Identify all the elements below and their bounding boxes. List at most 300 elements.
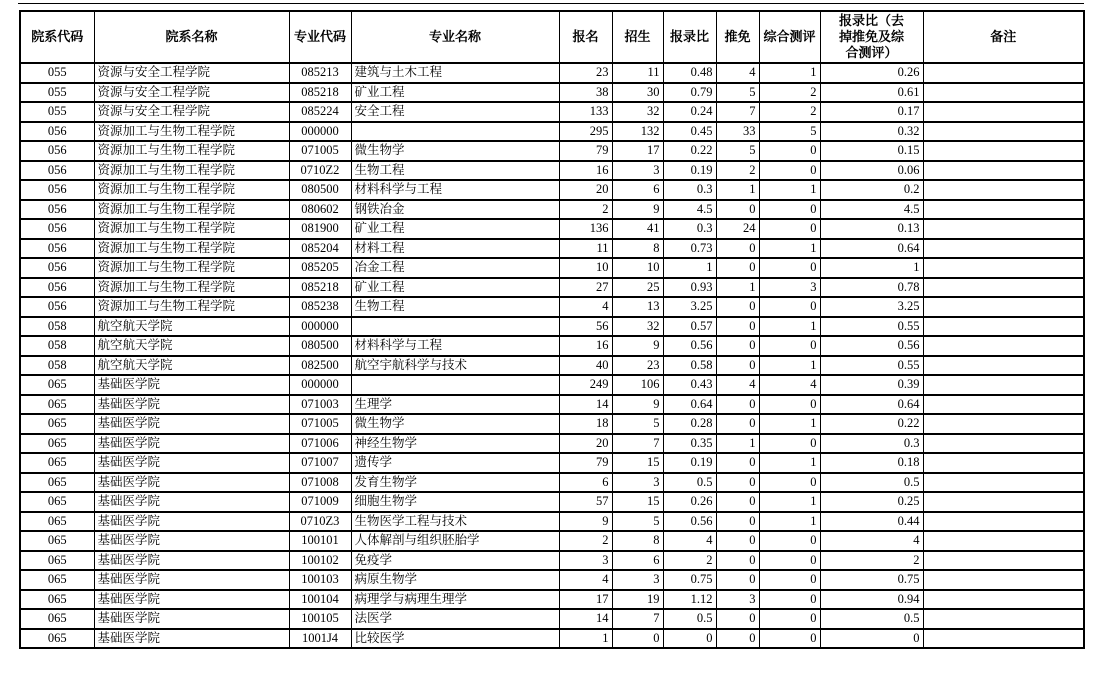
comprehensive-assessment-cell: 0 — [759, 551, 820, 571]
table-row — [20, 102, 1084, 122]
admit-ratio-cell: 0.3 — [663, 219, 716, 239]
adjusted-admit-ratio-cell: 0.32 — [820, 122, 923, 142]
major-name-cell: 微生物学 — [351, 141, 559, 161]
major-code-cell: 071009 — [289, 492, 351, 512]
major-name-cell: 材料工程 — [351, 239, 559, 259]
admit-ratio-cell: 0.22 — [663, 141, 716, 161]
applied-count-cell: 79 — [559, 453, 612, 473]
remark-cell — [923, 200, 1084, 220]
dept-name-cell: 资源加工与生物工程学院 — [94, 239, 289, 259]
remark-cell — [923, 161, 1084, 181]
dept-code-cell: 065 — [20, 512, 94, 532]
major-name-cell — [351, 317, 559, 337]
admit-ratio-cell: 3.25 — [663, 297, 716, 317]
applied-count-cell: 20 — [559, 434, 612, 454]
major-code-cell: 080500 — [289, 336, 351, 356]
dept-code-cell: 055 — [20, 63, 94, 83]
applied-count-cell: 1 — [559, 629, 612, 649]
table-row — [20, 180, 1084, 200]
dept-name-cell: 基础医学院 — [94, 570, 289, 590]
exempt-count-cell: 24 — [716, 219, 759, 239]
major-code-cell: 081900 — [289, 219, 351, 239]
dept-code-cell: 056 — [20, 161, 94, 181]
adjusted-admit-ratio-cell: 0.56 — [820, 336, 923, 356]
exempt-count-cell: 1 — [716, 180, 759, 200]
major-code-cell: 0710Z3 — [289, 512, 351, 532]
table-row — [20, 161, 1084, 181]
major-code-cell: 000000 — [289, 122, 351, 142]
header-row — [20, 11, 1084, 63]
major-code-cell: 085204 — [289, 239, 351, 259]
admitted-count-cell: 6 — [612, 551, 663, 571]
applied-count-cell: 4 — [559, 570, 612, 590]
admit-ratio-cell: 0.24 — [663, 102, 716, 122]
comprehensive-assessment-cell: 0 — [759, 434, 820, 454]
major-name-cell: 免疫学 — [351, 551, 559, 571]
dept-code-cell: 058 — [20, 336, 94, 356]
remark-cell — [923, 258, 1084, 278]
dept-name-cell: 航空航天学院 — [94, 336, 289, 356]
applied-count-cell: 6 — [559, 473, 612, 493]
dept-code-cell: 065 — [20, 375, 94, 395]
dept-code-cell: 056 — [20, 141, 94, 161]
dept-code-cell: 056 — [20, 278, 94, 298]
admitted-count-cell: 3 — [612, 473, 663, 493]
dept-name-cell: 资源与安全工程学院 — [94, 63, 289, 83]
remark-cell — [923, 570, 1084, 590]
admit-ratio-cell: 1.12 — [663, 590, 716, 610]
remark-cell — [923, 492, 1084, 512]
applied-count-cell: 16 — [559, 336, 612, 356]
major-name-cell — [351, 122, 559, 142]
exempt-count-cell: 2 — [716, 161, 759, 181]
admit-ratio-cell: 0.48 — [663, 63, 716, 83]
comprehensive-assessment-cell: 1 — [759, 356, 820, 376]
column-header: 院系代码 — [20, 11, 94, 63]
admitted-count-cell: 9 — [612, 395, 663, 415]
dept-code-cell: 065 — [20, 551, 94, 571]
major-name-cell: 病原生物学 — [351, 570, 559, 590]
major-code-cell: 071007 — [289, 453, 351, 473]
comprehensive-assessment-cell: 0 — [759, 161, 820, 181]
major-name-cell: 生物工程 — [351, 161, 559, 181]
admitted-count-cell: 25 — [612, 278, 663, 298]
adjusted-admit-ratio-cell: 1 — [820, 258, 923, 278]
major-name-cell: 矿业工程 — [351, 278, 559, 298]
remark-cell — [923, 180, 1084, 200]
dept-name-cell: 资源与安全工程学院 — [94, 83, 289, 103]
remark-cell — [923, 239, 1084, 259]
exempt-count-cell: 1 — [716, 434, 759, 454]
comprehensive-assessment-cell: 0 — [759, 531, 820, 551]
admit-ratio-cell: 0.5 — [663, 473, 716, 493]
admit-ratio-cell: 0.3 — [663, 180, 716, 200]
remark-cell — [923, 317, 1084, 337]
adjusted-admit-ratio-cell: 0.55 — [820, 356, 923, 376]
comprehensive-assessment-cell: 0 — [759, 219, 820, 239]
major-code-cell: 000000 — [289, 317, 351, 337]
dept-code-cell: 065 — [20, 590, 94, 610]
column-header: 院系名称 — [94, 11, 289, 63]
dept-name-cell: 资源加工与生物工程学院 — [94, 180, 289, 200]
table-row — [20, 629, 1084, 649]
comprehensive-assessment-cell: 0 — [759, 629, 820, 649]
applied-count-cell: 249 — [559, 375, 612, 395]
comprehensive-assessment-cell: 0 — [759, 395, 820, 415]
remark-cell — [923, 297, 1084, 317]
admit-ratio-cell: 0.35 — [663, 434, 716, 454]
admit-ratio-cell: 0.79 — [663, 83, 716, 103]
table-row — [20, 590, 1084, 610]
adjusted-admit-ratio-cell: 0.61 — [820, 83, 923, 103]
comprehensive-assessment-cell: 1 — [759, 239, 820, 259]
remark-cell — [923, 453, 1084, 473]
admit-ratio-cell: 0.43 — [663, 375, 716, 395]
admit-ratio-cell: 4.5 — [663, 200, 716, 220]
admit-ratio-cell: 0.93 — [663, 278, 716, 298]
exempt-count-cell: 0 — [716, 492, 759, 512]
comprehensive-assessment-cell: 1 — [759, 512, 820, 532]
exempt-count-cell: 0 — [716, 414, 759, 434]
adjusted-admit-ratio-cell: 0.78 — [820, 278, 923, 298]
comprehensive-assessment-cell: 0 — [759, 297, 820, 317]
dept-code-cell: 058 — [20, 356, 94, 376]
exempt-count-cell: 0 — [716, 473, 759, 493]
dept-name-cell: 基础医学院 — [94, 414, 289, 434]
major-name-cell: 建筑与土木工程 — [351, 63, 559, 83]
applied-count-cell: 23 — [559, 63, 612, 83]
comprehensive-assessment-cell: 1 — [759, 414, 820, 434]
applied-count-cell: 295 — [559, 122, 612, 142]
admitted-count-cell: 10 — [612, 258, 663, 278]
table-row — [20, 258, 1084, 278]
comprehensive-assessment-cell: 0 — [759, 473, 820, 493]
exempt-count-cell: 4 — [716, 375, 759, 395]
admitted-count-cell: 5 — [612, 414, 663, 434]
remark-cell — [923, 629, 1084, 649]
major-name-cell: 微生物学 — [351, 414, 559, 434]
admit-ratio-cell: 0.56 — [663, 512, 716, 532]
adjusted-admit-ratio-cell: 0.94 — [820, 590, 923, 610]
admitted-count-cell: 15 — [612, 453, 663, 473]
remark-cell — [923, 414, 1084, 434]
table-row — [20, 551, 1084, 571]
adjusted-admit-ratio-cell: 2 — [820, 551, 923, 571]
applied-count-cell: 79 — [559, 141, 612, 161]
column-header: 专业代码 — [289, 11, 351, 63]
column-header: 专业名称 — [351, 11, 559, 63]
admit-ratio-cell: 0.5 — [663, 609, 716, 629]
admitted-count-cell: 6 — [612, 180, 663, 200]
dept-code-cell: 056 — [20, 180, 94, 200]
remark-cell — [923, 473, 1084, 493]
exempt-count-cell: 0 — [716, 453, 759, 473]
dept-code-cell: 056 — [20, 239, 94, 259]
dept-name-cell: 基础医学院 — [94, 473, 289, 493]
major-code-cell: 071008 — [289, 473, 351, 493]
table-row — [20, 141, 1084, 161]
major-code-cell: 085218 — [289, 83, 351, 103]
admit-ratio-cell: 0.28 — [663, 414, 716, 434]
remark-cell — [923, 434, 1084, 454]
major-name-cell: 矿业工程 — [351, 219, 559, 239]
major-code-cell: 085218 — [289, 278, 351, 298]
admitted-count-cell: 30 — [612, 83, 663, 103]
table-row — [20, 356, 1084, 376]
major-name-cell: 生物工程 — [351, 297, 559, 317]
applied-count-cell: 136 — [559, 219, 612, 239]
major-name-cell: 人体解剖与组织胚胎学 — [351, 531, 559, 551]
dept-code-cell: 065 — [20, 492, 94, 512]
admitted-count-cell: 106 — [612, 375, 663, 395]
page-top-rule — [18, 3, 1084, 4]
major-name-cell: 遗传学 — [351, 453, 559, 473]
major-name-cell: 法医学 — [351, 609, 559, 629]
admit-ratio-cell: 2 — [663, 551, 716, 571]
exempt-count-cell: 0 — [716, 629, 759, 649]
dept-name-cell: 基础医学院 — [94, 531, 289, 551]
major-code-cell: 100102 — [289, 551, 351, 571]
major-code-cell: 085238 — [289, 297, 351, 317]
dept-code-cell: 055 — [20, 102, 94, 122]
admitted-count-cell: 7 — [612, 434, 663, 454]
major-name-cell: 安全工程 — [351, 102, 559, 122]
comprehensive-assessment-cell: 4 — [759, 375, 820, 395]
major-name-cell: 钢铁冶金 — [351, 200, 559, 220]
admit-ratio-cell: 0.64 — [663, 395, 716, 415]
admit-ratio-cell: 0.75 — [663, 570, 716, 590]
remark-cell — [923, 395, 1084, 415]
remark-cell — [923, 590, 1084, 610]
comprehensive-assessment-cell: 0 — [759, 590, 820, 610]
adjusted-admit-ratio-cell: 4 — [820, 531, 923, 551]
applied-count-cell: 18 — [559, 414, 612, 434]
dept-code-cell: 065 — [20, 531, 94, 551]
dept-code-cell: 065 — [20, 434, 94, 454]
major-code-cell: 071005 — [289, 141, 351, 161]
remark-cell — [923, 219, 1084, 239]
adjusted-admit-ratio-cell: 0.3 — [820, 434, 923, 454]
applied-count-cell: 2 — [559, 200, 612, 220]
exempt-count-cell: 0 — [716, 317, 759, 337]
major-name-cell: 细胞生物学 — [351, 492, 559, 512]
applied-count-cell: 2 — [559, 531, 612, 551]
major-code-cell: 100103 — [289, 570, 351, 590]
comprehensive-assessment-cell: 1 — [759, 180, 820, 200]
dept-code-cell: 065 — [20, 414, 94, 434]
table-row — [20, 336, 1084, 356]
admit-ratio-cell: 0.19 — [663, 453, 716, 473]
major-code-cell: 100105 — [289, 609, 351, 629]
remark-cell — [923, 278, 1084, 298]
major-name-cell: 比较医学 — [351, 629, 559, 649]
applied-count-cell: 9 — [559, 512, 612, 532]
table-row — [20, 122, 1084, 142]
adjusted-admit-ratio-cell: 0.44 — [820, 512, 923, 532]
comprehensive-assessment-cell: 1 — [759, 492, 820, 512]
dept-name-cell: 基础医学院 — [94, 492, 289, 512]
comprehensive-assessment-cell: 0 — [759, 258, 820, 278]
exempt-count-cell: 0 — [716, 570, 759, 590]
applied-count-cell: 57 — [559, 492, 612, 512]
dept-name-cell: 基础医学院 — [94, 512, 289, 532]
applied-count-cell: 10 — [559, 258, 612, 278]
admitted-count-cell: 9 — [612, 336, 663, 356]
admitted-count-cell: 5 — [612, 512, 663, 532]
exempt-count-cell: 0 — [716, 239, 759, 259]
applied-count-cell: 14 — [559, 609, 612, 629]
adjusted-admit-ratio-cell: 3.25 — [820, 297, 923, 317]
dept-name-cell: 资源与安全工程学院 — [94, 102, 289, 122]
adjusted-admit-ratio-cell: 0.5 — [820, 609, 923, 629]
admitted-count-cell: 13 — [612, 297, 663, 317]
major-name-cell: 发育生物学 — [351, 473, 559, 493]
applied-count-cell: 16 — [559, 161, 612, 181]
major-name-cell — [351, 375, 559, 395]
adjusted-admit-ratio-cell: 0.64 — [820, 239, 923, 259]
comprehensive-assessment-cell: 1 — [759, 317, 820, 337]
exempt-count-cell: 0 — [716, 297, 759, 317]
admitted-count-cell: 3 — [612, 161, 663, 181]
dept-name-cell: 基础医学院 — [94, 434, 289, 454]
major-code-cell: 071003 — [289, 395, 351, 415]
dept-name-cell: 资源加工与生物工程学院 — [94, 200, 289, 220]
table-row — [20, 219, 1084, 239]
admit-ratio-cell: 0.45 — [663, 122, 716, 142]
dept-name-cell: 资源加工与生物工程学院 — [94, 161, 289, 181]
applied-count-cell: 14 — [559, 395, 612, 415]
adjusted-admit-ratio-cell: 0.15 — [820, 141, 923, 161]
major-code-cell: 082500 — [289, 356, 351, 376]
column-header: 报录比（去掉推免及综合测评） — [820, 11, 923, 63]
admit-ratio-cell: 0.26 — [663, 492, 716, 512]
major-name-cell: 神经生物学 — [351, 434, 559, 454]
applied-count-cell: 56 — [559, 317, 612, 337]
dept-code-cell: 056 — [20, 219, 94, 239]
dept-name-cell: 资源加工与生物工程学院 — [94, 258, 289, 278]
adjusted-admit-ratio-cell: 0.13 — [820, 219, 923, 239]
dept-name-cell: 基础医学院 — [94, 453, 289, 473]
comprehensive-assessment-cell: 0 — [759, 141, 820, 161]
exempt-count-cell: 0 — [716, 512, 759, 532]
exempt-count-cell: 3 — [716, 590, 759, 610]
exempt-count-cell: 5 — [716, 83, 759, 103]
remark-cell — [923, 375, 1084, 395]
admitted-count-cell: 8 — [612, 531, 663, 551]
admission-statistics-table — [19, 10, 1085, 649]
remark-cell — [923, 122, 1084, 142]
comprehensive-assessment-cell: 0 — [759, 336, 820, 356]
major-code-cell: 080602 — [289, 200, 351, 220]
major-code-cell: 085205 — [289, 258, 351, 278]
major-code-cell: 000000 — [289, 375, 351, 395]
admit-ratio-cell: 0 — [663, 629, 716, 649]
major-code-cell: 071006 — [289, 434, 351, 454]
exempt-count-cell: 0 — [716, 336, 759, 356]
remark-cell — [923, 63, 1084, 83]
adjusted-admit-ratio-cell: 0.5 — [820, 473, 923, 493]
major-code-cell: 100101 — [289, 531, 351, 551]
exempt-count-cell: 0 — [716, 609, 759, 629]
dept-name-cell: 资源加工与生物工程学院 — [94, 297, 289, 317]
comprehensive-assessment-cell: 0 — [759, 570, 820, 590]
adjusted-admit-ratio-cell: 0.22 — [820, 414, 923, 434]
major-code-cell: 085224 — [289, 102, 351, 122]
table-row — [20, 512, 1084, 532]
adjusted-admit-ratio-cell: 0.55 — [820, 317, 923, 337]
remark-cell — [923, 102, 1084, 122]
table-row — [20, 395, 1084, 415]
dept-name-cell: 航空航天学院 — [94, 317, 289, 337]
admit-ratio-cell: 0.19 — [663, 161, 716, 181]
applied-count-cell: 20 — [559, 180, 612, 200]
remark-cell — [923, 141, 1084, 161]
admitted-count-cell: 132 — [612, 122, 663, 142]
dept-code-cell: 065 — [20, 453, 94, 473]
applied-count-cell: 40 — [559, 356, 612, 376]
adjusted-admit-ratio-cell: 0.64 — [820, 395, 923, 415]
comprehensive-assessment-cell: 1 — [759, 453, 820, 473]
remark-cell — [923, 551, 1084, 571]
applied-count-cell: 11 — [559, 239, 612, 259]
dept-code-cell: 056 — [20, 200, 94, 220]
admitted-count-cell: 11 — [612, 63, 663, 83]
exempt-count-cell: 0 — [716, 200, 759, 220]
table-row — [20, 317, 1084, 337]
admitted-count-cell: 32 — [612, 317, 663, 337]
exempt-count-cell: 0 — [716, 258, 759, 278]
adjusted-admit-ratio-cell: 0.39 — [820, 375, 923, 395]
dept-name-cell: 资源加工与生物工程学院 — [94, 122, 289, 142]
comprehensive-assessment-cell: 2 — [759, 102, 820, 122]
dept-code-cell: 065 — [20, 629, 94, 649]
table-row — [20, 473, 1084, 493]
table-body — [20, 63, 1084, 648]
table-row — [20, 375, 1084, 395]
dept-name-cell: 基础医学院 — [94, 609, 289, 629]
adjusted-admit-ratio-cell: 0.75 — [820, 570, 923, 590]
major-code-cell: 0710Z2 — [289, 161, 351, 181]
admit-ratio-cell: 0.56 — [663, 336, 716, 356]
major-code-cell: 080500 — [289, 180, 351, 200]
applied-count-cell: 133 — [559, 102, 612, 122]
admitted-count-cell: 23 — [612, 356, 663, 376]
exempt-count-cell: 5 — [716, 141, 759, 161]
table-row — [20, 63, 1084, 83]
column-header: 报录比 — [663, 11, 716, 63]
dept-code-cell: 065 — [20, 609, 94, 629]
table-row — [20, 453, 1084, 473]
dept-name-cell: 基础医学院 — [94, 375, 289, 395]
remark-cell — [923, 336, 1084, 356]
table-row — [20, 297, 1084, 317]
table-row — [20, 83, 1084, 103]
dept-name-cell: 资源加工与生物工程学院 — [94, 278, 289, 298]
major-code-cell: 085213 — [289, 63, 351, 83]
exempt-count-cell: 1 — [716, 278, 759, 298]
dept-name-cell: 基础医学院 — [94, 551, 289, 571]
admit-ratio-cell: 0.58 — [663, 356, 716, 376]
dept-code-cell: 065 — [20, 570, 94, 590]
table-row — [20, 570, 1084, 590]
major-code-cell: 100104 — [289, 590, 351, 610]
column-header: 备注 — [923, 11, 1084, 63]
dept-code-cell: 056 — [20, 258, 94, 278]
column-header: 综合测评 — [759, 11, 820, 63]
adjusted-admit-ratio-cell: 0.25 — [820, 492, 923, 512]
adjusted-admit-ratio-cell: 0 — [820, 629, 923, 649]
adjusted-admit-ratio-cell: 0.2 — [820, 180, 923, 200]
